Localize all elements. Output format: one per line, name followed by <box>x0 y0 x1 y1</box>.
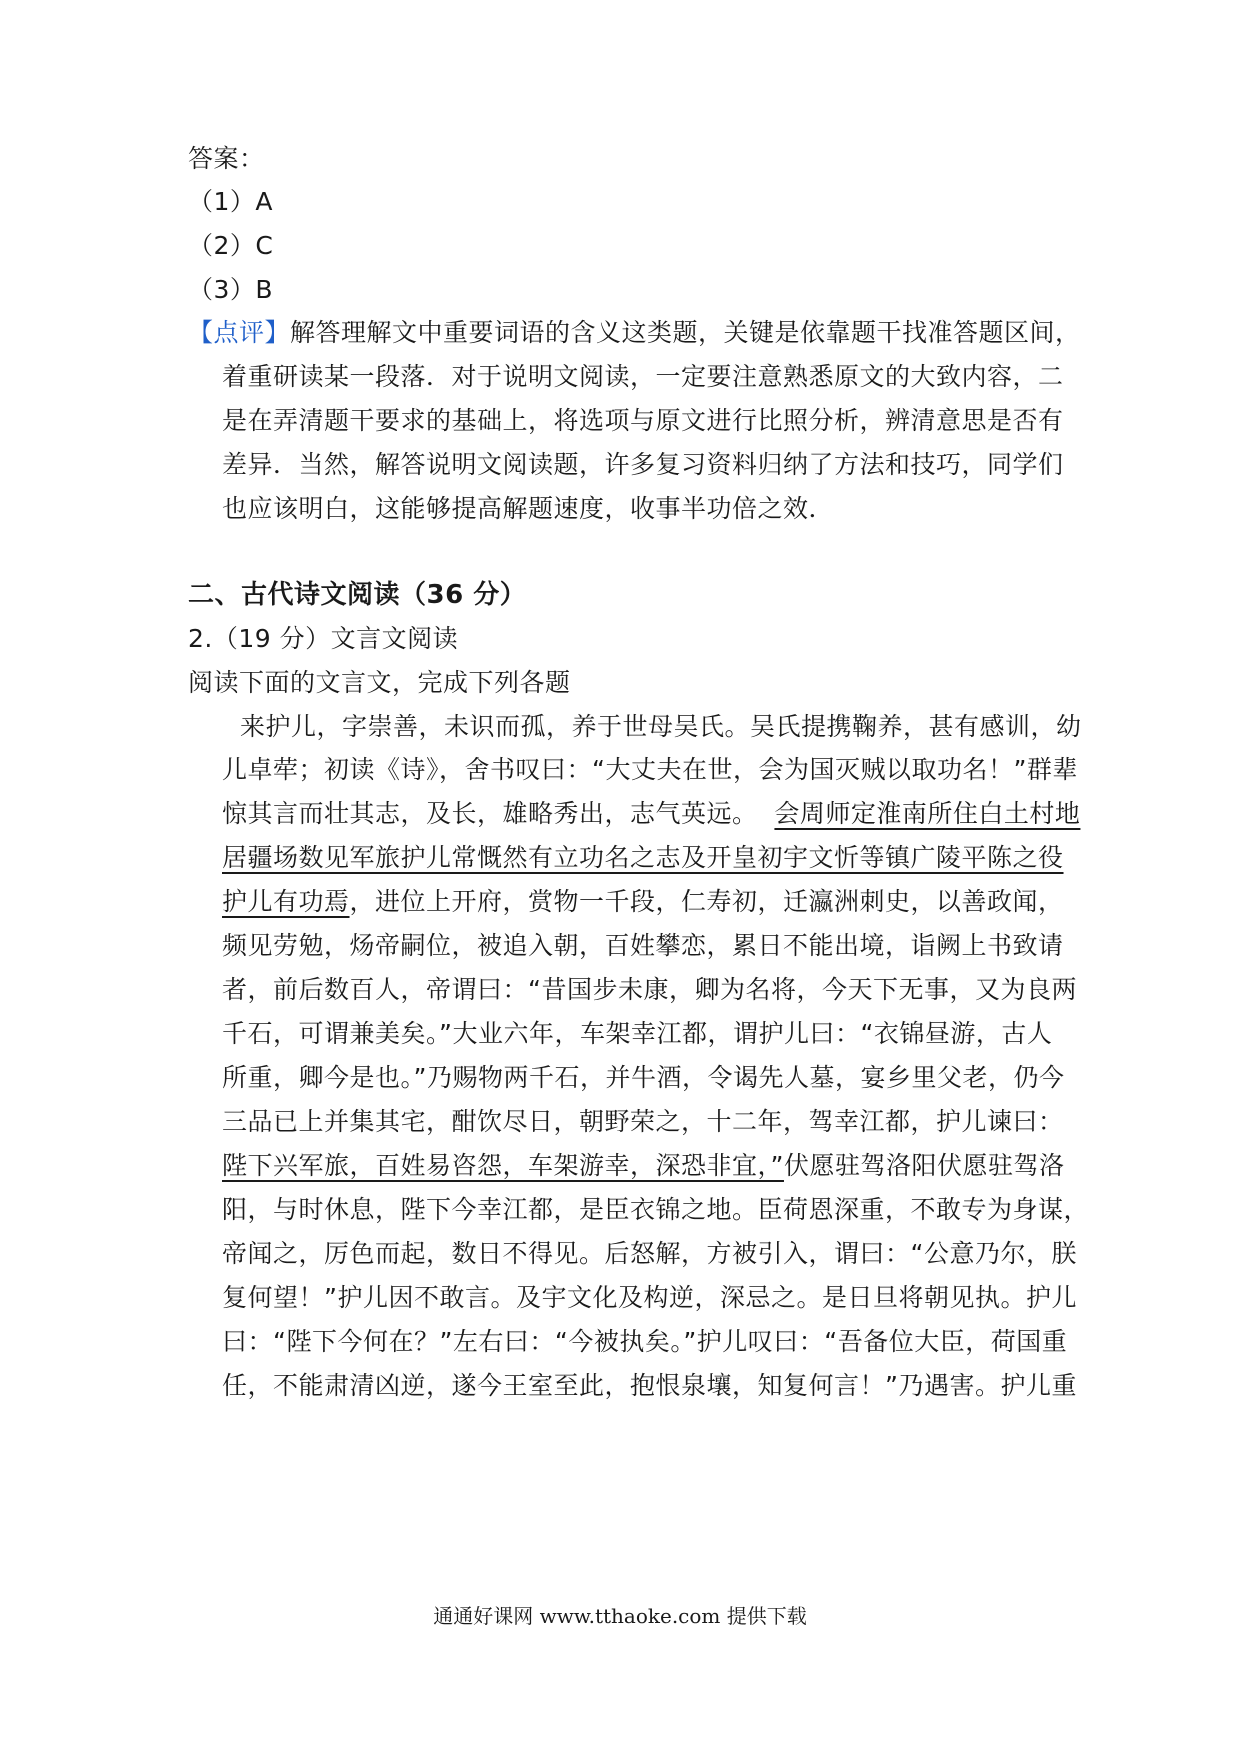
comment-line-2: 着重研读某一段落．对于说明文阅读，一定要注意熟悉原文的大致内容，二 <box>222 362 1064 391</box>
passage-line-7: 者，前后数百人，帝谓曰：“昔国步未康，卿为名将，今天下无事，又为良两 <box>222 975 1077 1004</box>
comment-text: 解答理解文中重要词语的含义这类题，关键是依靠题干找准答题区间， <box>290 318 1081 347</box>
passage-line-1: 来护儿，字崇善，未识而孤，养于世母吴氏。吴氏提携鞠养，甚有感训，幼 <box>240 712 1082 741</box>
passage-line-9: 所重，卿今是也。”乃赐物两千石，并牛酒，令谒先人墓，宴乡里父老，仍今 <box>222 1063 1065 1092</box>
passage-line-3 <box>222 797 1080 831</box>
passage-line-11 <box>222 1149 1064 1183</box>
passage-line-8: 千石，可谓兼美矣。”大业六年，车架幸江都，谓护儿曰：“衣锦昼游，古人 <box>222 1019 1053 1048</box>
answer-item-3: （3）B <box>188 275 274 304</box>
comment-line-1 <box>188 316 1081 350</box>
answer-label: 答案： <box>188 144 265 173</box>
answer-item-1: （1）A <box>188 187 274 216</box>
passage-text: 伏愿驻驾洛阳伏愿驻驾洛 <box>783 1151 1065 1180</box>
passage-line-2: 儿卓荦；初读《诗》，舍书叹曰：“大丈夫在世，会为国灭贼以取功名！”群辈 <box>222 755 1078 784</box>
passage-line-15: 曰：“陛下今何在？”左右曰：“今被执矣。”护儿叹曰：“吾备位大臣，荷国重 <box>222 1327 1068 1356</box>
question-title: 2.（19 分）文言文阅读 <box>188 624 459 653</box>
passage-text: ，进位上开府，赏物一千段，仁寿初，迁瀛洲刺史，以善政闻， <box>349 887 1064 916</box>
underlined-sentence: 会周师定淮南所住白土村地 <box>774 799 1081 828</box>
comment-line-5: 也应该明白，这能够提高解题速度，收事半功倍之效． <box>222 494 835 523</box>
page-footer: 通通好课网 www.tthaoke.com 提供下载 <box>433 1604 807 1628</box>
passage-line-13: 帝闻之，厉色而起，数日不得见。后怒解，方被引入，谓曰：“公意乃尔，朕 <box>222 1239 1077 1268</box>
comment-line-4: 差异．当然，解答说明文阅读题，许多复习资料归纳了方法和技巧，同学们 <box>222 450 1064 479</box>
passage-line-6: 频见劳勉，炀帝嗣位，被追入朝，百姓攀恋，累日不能出境，诣阙上书致请 <box>222 931 1064 960</box>
passage-line-5 <box>222 885 1064 919</box>
passage-text: 惊其言而壮其志，及长，雄略秀出，志气英远。 <box>222 799 758 828</box>
passage-line-12: 阳，与时休息，陛下今幸江都，是臣衣锦之地。臣荷恩深重，不敢专为身谋， <box>222 1195 1090 1224</box>
section-title: 二、古代诗文阅读（36 分） <box>188 580 527 610</box>
passage-line-4: 居疆场数见军旅护儿常慨然有立功名之志及开皇初宇文忻等镇广陵平陈之役 <box>222 843 1064 872</box>
underlined-sentence: 护儿有功焉 <box>222 887 350 916</box>
comment-line-3: 是在弄清题干要求的基础上，将选项与原文进行比照分析，辨清意思是否有 <box>222 406 1064 435</box>
passage-line-10: 三品已上并集其宅，酣饮尽日，朝野荣之，十二年，驾幸江都，护儿谏曰： <box>222 1107 1064 1136</box>
comment-tag: 【点评】 <box>188 318 291 347</box>
passage-line-16: 任，不能肃清凶逆，遂今王室至此，抱恨泉壤，知复何言！”乃遇害。护儿重 <box>222 1371 1077 1400</box>
question-instruction: 阅读下面的文言文，完成下列各题 <box>188 668 571 697</box>
answer-item-2: （2）C <box>188 231 274 260</box>
underlined-sentence: 陛下兴军旅，百姓易咨怨，车架游幸，深恐非宜，” <box>222 1151 784 1180</box>
passage-line-14: 复何望！”护儿因不敢言。及宇文化及构逆，深忌之。是日旦将朝见执。护儿 <box>222 1283 1077 1312</box>
